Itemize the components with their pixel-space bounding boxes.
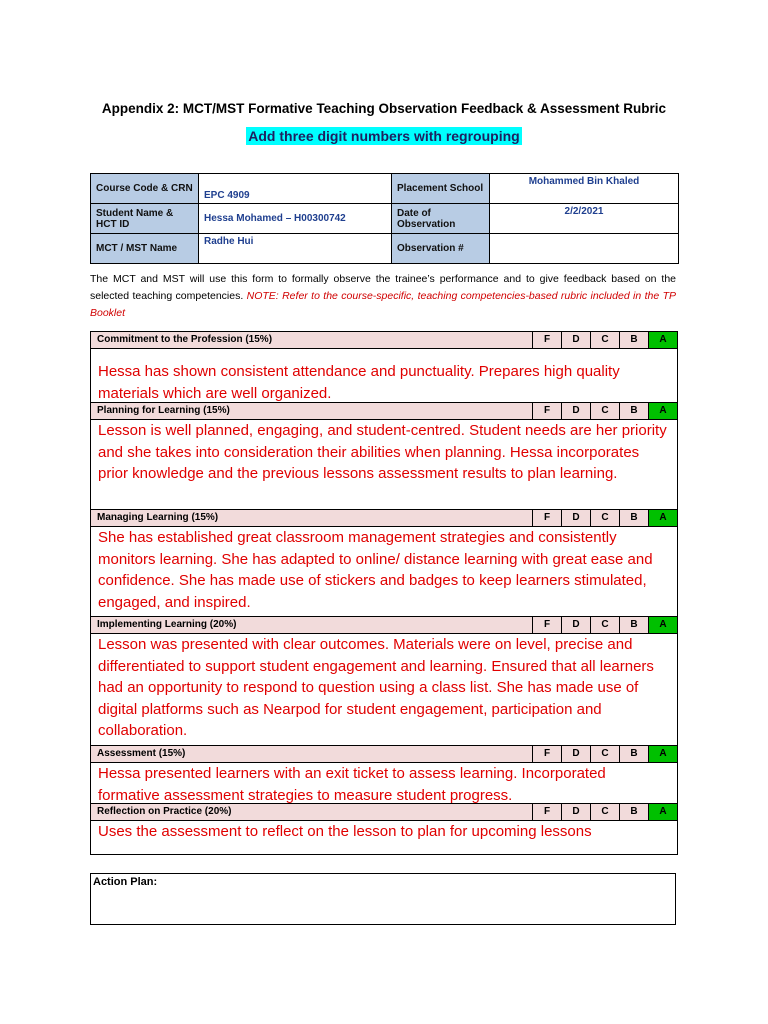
- grade-cell-d: D: [561, 804, 590, 820]
- rubric-section-comment: Uses the assessment to reflect on the lesson to plan for upcoming lessons: [98, 823, 592, 840]
- rubric-section-title: Commitment to the Profession (15%): [97, 334, 273, 345]
- grade-cell-b: B: [619, 746, 648, 762]
- grade-cell-b: B: [619, 332, 648, 348]
- intro-note: NOTE: Refer to the course-specific, teaching competencies-based rubric included in the TP Booklet: [90, 290, 676, 319]
- rubric-section-comment: She has established great classroom management strategies and consistently monitors learning. She has adapted to online/ distance learning with great ease and confidence. She has made use of stickers and badges to keep learners stimulated, engaged, and inspired.: [91, 527, 677, 617]
- observation-date-value: 2/2/2021: [490, 204, 679, 234]
- grade-cell-a: A: [648, 746, 677, 762]
- grade-cell-d: D: [561, 332, 590, 348]
- grade-cell-f: F: [532, 746, 561, 762]
- rubric-section-comment: Lesson is well planned, engaging, and student-centred. Student needs are her priority and she takes into consideration their abilities when planning. Hessa incorporates prior knowledge and the previous lessons assessment results to plan learning.: [91, 420, 677, 510]
- grade-cell-f: F: [532, 403, 561, 419]
- grade-cell-b: B: [619, 403, 648, 419]
- grade-cell-b: B: [619, 510, 648, 526]
- grade-cell-d: D: [561, 746, 590, 762]
- grade-cell-a: A: [648, 332, 677, 348]
- rubric-section-title: Planning for Learning (15%): [97, 405, 230, 416]
- grade-cell-c: C: [590, 332, 619, 348]
- rubric-section-comment: Hessa presented learners with an exit ticket to assess learning. Incorporated formative assessment strategies to measure student progress.: [91, 763, 677, 804]
- grade-cell-d: D: [561, 510, 590, 526]
- action-plan-label: Action Plan:: [93, 876, 158, 888]
- grade-cell-c: C: [590, 510, 619, 526]
- lesson-subtitle: Add three digit numbers with regrouping: [248, 128, 520, 144]
- intro-paragraph: [90, 271, 676, 322]
- grade-cell-a: A: [648, 617, 677, 633]
- intro-text: The MCT and MST will use this form to formally observe the trainee’s performance and to give feedback based on the selected teaching competencies.: [90, 273, 676, 302]
- placement-school-label: Placement School: [392, 174, 490, 204]
- mct-name-label: MCT / MST Name: [91, 234, 199, 264]
- observation-number-value: [490, 234, 679, 264]
- grade-cell-d: D: [561, 617, 590, 633]
- action-plan-box: [90, 873, 676, 925]
- grade-cell-d: D: [561, 403, 590, 419]
- rubric-section-comment: Hessa has shown consistent attendance and punctuality. Prepares high quality materials which are well organized.: [91, 349, 677, 403]
- course-code-label: Course Code & CRN: [91, 174, 199, 204]
- student-name-value: Hessa Mohamed – H00300742: [199, 204, 392, 234]
- grade-cell-b: B: [619, 804, 648, 820]
- rubric-section-title: Reflection on Practice (20%): [97, 806, 232, 817]
- grade-cell-a: A: [648, 510, 677, 526]
- rubric-section-title: Assessment (15%): [97, 748, 186, 759]
- grade-cell-c: C: [590, 746, 619, 762]
- grade-cell-c: C: [590, 617, 619, 633]
- mct-name-value: Radhe Hui: [199, 234, 392, 264]
- document-title: Appendix 2: MCT/MST Formative Teaching Observation Feedback & Assessment Rubric: [101, 101, 667, 116]
- rubric-section-header: [91, 403, 677, 420]
- rubric-section-header: [91, 804, 677, 821]
- course-code-value: EPC 4909: [199, 174, 392, 204]
- grade-cell-f: F: [532, 617, 561, 633]
- placement-school-value: Mohammed Bin Khaled: [490, 174, 679, 204]
- grade-cell-c: C: [590, 804, 619, 820]
- grade-cell-f: F: [532, 332, 561, 348]
- grade-cell-a: A: [648, 403, 677, 419]
- grade-cell-b: B: [619, 617, 648, 633]
- student-name-label: Student Name & HCT ID: [91, 204, 199, 234]
- grade-cell-c: C: [590, 403, 619, 419]
- grade-cell-a: A: [648, 804, 677, 820]
- observation-number-label: Observation #: [392, 234, 490, 264]
- observation-date-label: Date of Observation: [392, 204, 490, 234]
- rubric-section-header: [91, 332, 677, 349]
- rubric-section-title: Managing Learning (15%): [97, 512, 219, 523]
- rubric-section-header: [91, 746, 677, 763]
- rubric-section-header: [91, 510, 677, 527]
- grade-cell-f: F: [532, 510, 561, 526]
- rubric-section-comment: Lesson was presented with clear outcomes. Materials were on level, precise and differentiated to support student engagement and learning. Ensured that all learners had an opportunity to respond to question using a class list. She has made use of digital platforms such as Nearpod for student engagement, participation and collaboration.: [91, 634, 677, 746]
- observation-info-table: [90, 173, 679, 264]
- rubric-section-title: Implementing Learning (20%): [97, 619, 237, 630]
- rubric-section-header: [91, 617, 677, 634]
- rubric-table: [90, 331, 678, 855]
- grade-cell-f: F: [532, 804, 561, 820]
